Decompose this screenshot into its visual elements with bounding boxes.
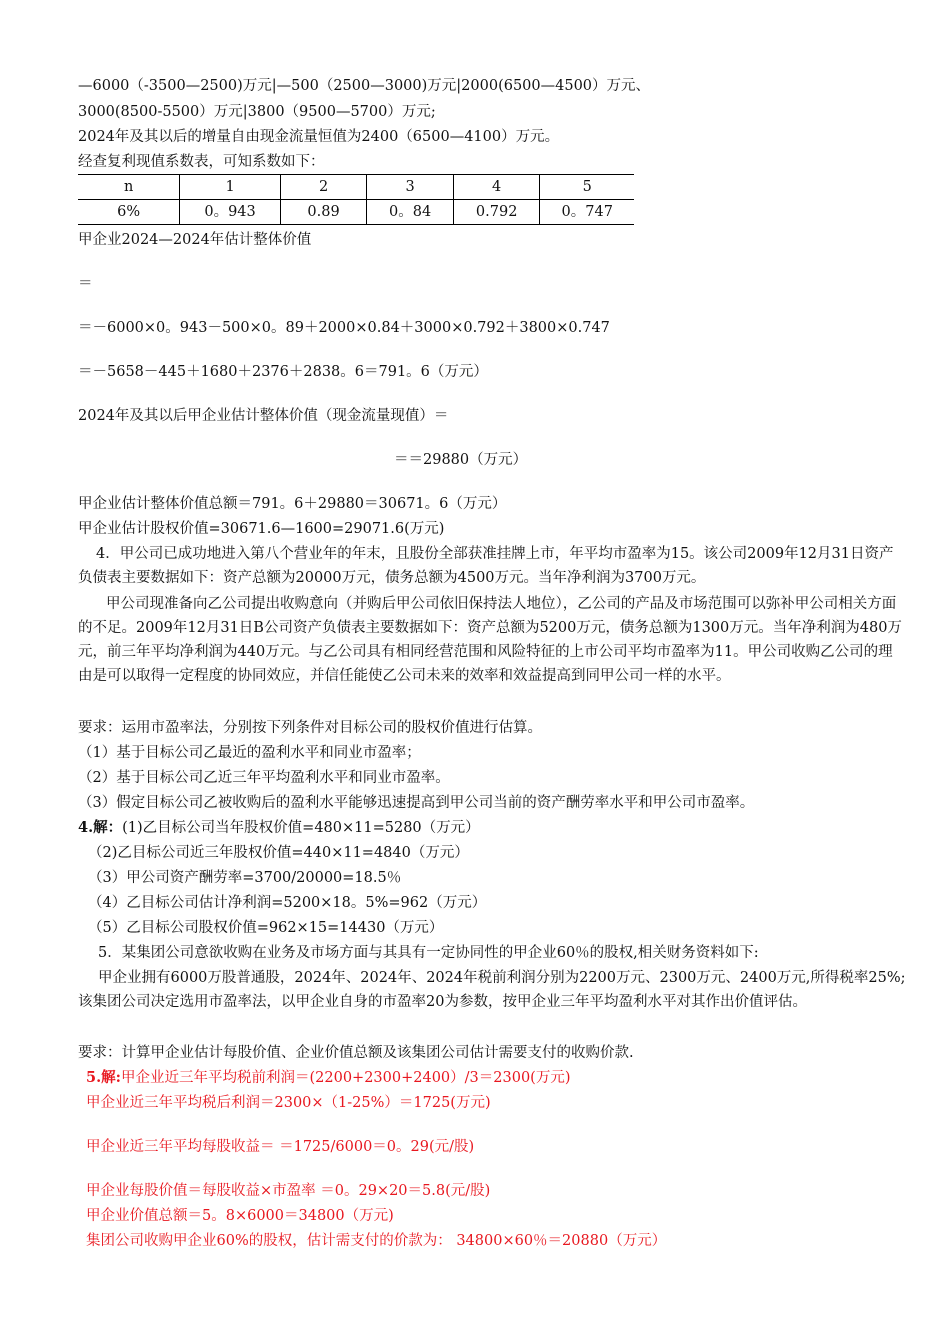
- q4-answer-2: （2)乙目标公司近三年股权价值=440×11=4840（万元）: [88, 845, 469, 861]
- q4-answer-4: （4）乙目标公司估计净利润=5200×18。5%=962（万元）: [88, 895, 487, 911]
- q4-answer-3: （3）甲公司资产酬劳率=3700/20000=18.5％: [88, 870, 402, 886]
- table-cell: 0。943: [180, 200, 280, 225]
- table-cell: 5: [540, 175, 634, 200]
- calc-line-3: ＝－6000×0。943－500×0。89＋2000×0.84＋3000×0.792＋3800×0.747: [78, 320, 610, 336]
- q4-answer-1: (1)乙目标公司当年股权价值=480×11=5280（万元）: [122, 820, 480, 836]
- q4-req-1: （1）基于目标公司乙最近的盈利水平和同业市盈率；: [78, 745, 421, 761]
- coef-intro: 经查复利现值系数表，可知系数如下：: [78, 154, 325, 170]
- table-header-row: [78, 175, 634, 200]
- table-cell: 4: [453, 175, 540, 200]
- q5-paragraph-1: 5．某集团公司意欲收购在业务及市场方面与其具有一定协同性的甲企业60％的股权,相关财务资料如下:: [98, 945, 759, 961]
- discount-factor-table: [78, 174, 634, 225]
- q4-paragraph-1: 4．甲公司已成功地进入第八个营业年的年末，且股份全部获准挂牌上市，年平均市盈率为15。该公司2009年12月31日资产负债表主要数据如下：资产总额为20000万元，债务总额为4500万元。当年净利润为3700万元。: [78, 546, 894, 586]
- table-cell: 0.792: [453, 200, 540, 225]
- q5-requirement: 要求：计算甲企业估计每股价值、企业价值总额及该集团公司估计需要支付的收购价款.: [78, 1045, 634, 1061]
- q5-answer-2: 甲企业近三年平均税后利润＝2300×（1-25%）＝1725(万元): [86, 1095, 491, 1111]
- q4-req-3: （3）假定目标公司乙被收购后的盈利水平能够迅速提高到甲公司当前的资产酬劳率水平和甲公司市盈率。: [78, 795, 755, 811]
- q4-answer-label: 4.解：: [78, 819, 123, 836]
- calc-line-6: ＝＝29880（万元）: [394, 452, 528, 468]
- calc-line-4: ＝－5658－445＋1680＋2376＋2838。6＝791。6（万元）: [78, 364, 488, 380]
- q4-answer-line-1: [78, 816, 480, 840]
- table-cell: 0.89: [280, 200, 367, 225]
- table-cell: 0。84: [367, 200, 454, 225]
- q5-answer-line-1: [86, 1066, 570, 1090]
- q5-answer-1: 甲企业近三年平均税前利润＝(2200+2300+2400）/3＝2300(万元): [121, 1070, 571, 1086]
- table-cell: 6%: [78, 200, 180, 225]
- q4-req-2: （2）基于目标公司乙近三年平均盈利水平和同业市盈率。: [78, 770, 450, 786]
- q5-paragraph-2: 甲企业拥有6000万股普通股，2024年、2024年、2024年税前利润分别为2200万元、2300万元、2400万元,所得税率25%;该集团公司决定选用市盈率法，以甲企业自身的市盈率20为参数，按甲企业三年平均盈利水平对其作出价值评估。: [78, 970, 906, 1010]
- calc-line-2: ＝: [78, 276, 93, 292]
- q4-requirement: 要求：运用市盈率法，分别按下列条件对目标公司的股权价值进行估算。: [78, 720, 542, 736]
- table-cell: 1: [180, 175, 280, 200]
- table-cell: 3: [367, 175, 454, 200]
- q5-answer-4: 甲企业每股价值＝每股收益×市盈率 ＝0。29×20＝5.8(元/股): [86, 1183, 491, 1199]
- calc-line-1: 甲企业2024—2024年估计整体价值: [78, 232, 312, 248]
- q5-answer-3: 甲企业近三年平均每股收益＝ ＝1725/6000＝0。29(元/股): [86, 1139, 475, 1155]
- table-cell: 2: [280, 175, 367, 200]
- cashflow-line-3: 2024年及其以后的增量自由现金流量恒值为2400（6500—4100）万元。: [78, 129, 560, 145]
- q4-answer-5: （5）乙目标公司股权价值=962×15=14430（万元）: [88, 920, 444, 936]
- calc-line-8: 甲企业估计股权价值=30671.6—1600=29071.6(万元): [78, 521, 445, 537]
- calc-line-5: 2024年及其以后甲企业估计整体价值（现金流量现值）＝: [78, 408, 449, 424]
- q5-answer-5: 甲企业价值总额＝5。8×6000＝34800（万元): [86, 1208, 394, 1224]
- q5-answer-6: 集团公司收购甲企业60%的股权，估计需支付的价款为： 34800×60％＝20880（万元）: [86, 1233, 667, 1249]
- q5-answer-label: 5.解:: [86, 1069, 121, 1086]
- cashflow-line-2: 3000(8500-5500）万元|3800（9500—5700）万元;: [78, 104, 436, 120]
- table-row: [78, 200, 634, 225]
- table-cell: 0。747: [540, 200, 634, 225]
- cashflow-line-1: —6000（-3500—2500)万元|—500（2500—3000)万元|2000(6500—4500）万元、: [78, 78, 651, 94]
- calc-line-7: 甲企业估计整体价值总额＝791。6＋29880＝30671。6（万元）: [78, 496, 507, 512]
- table-cell: n: [78, 175, 180, 200]
- q4-paragraph-2: 甲公司现准备向乙公司提出收购意向（并购后甲公司依旧保持法人地位），乙公司的产品及市场范围可以弥补甲公司相关方面的不足。2009年12月31日B公司资产负债表主要数据如下：资产总额为5200万元，债务总额为1300万元。当年净利润为480万元，前三年平均净利润为440万元。与乙公司具有相同经营范围和风险特征的上市公司平均市盈率为11。甲公司收购乙公司的理由是可以取得一定程度的协同效应，并信任能使乙公司未来的效率和效益提高到同甲公司一样的水平。: [78, 596, 902, 684]
